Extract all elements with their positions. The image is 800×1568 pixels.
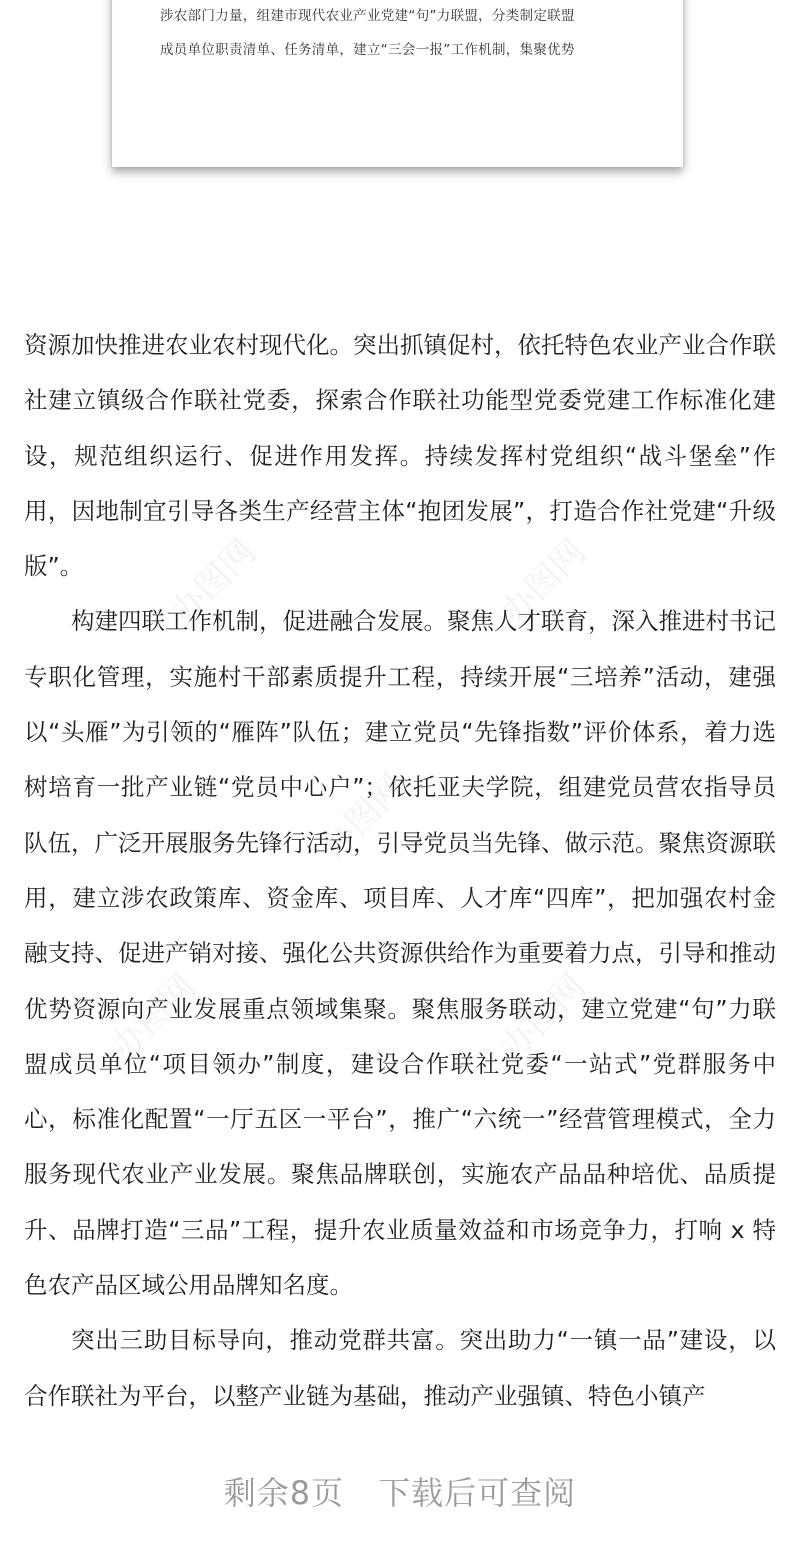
watermark: 办图网 xyxy=(493,966,594,1068)
watermark: 办图网 xyxy=(493,531,594,633)
preview-line-2: 成员单位职责清单、任务清单，建立“三会一报”工作机制，集聚优势 xyxy=(160,42,575,58)
download-to-view-label[interactable]: 下载后可查阅 xyxy=(378,1474,577,1512)
download-prompt[interactable] xyxy=(0,1468,800,1514)
watermark: 办图网 xyxy=(313,766,414,868)
paragraph-continued: 资源加快推进农业农村现代化。突出抓镇促村，依托特色农业产业合作联社建立镇级合作联社党委，探索合作联社功能型党委党建工作标准化建设，规范组织运行、促进作用发挥。持续发挥村党组织“战斗堡垒”作用，因地制宜引导各类生产经营主体“抱团发展”，打造合作社党建“升级版”。 xyxy=(24,331,776,581)
document-body xyxy=(24,318,776,1424)
preview-line-1: 涉农部门力量，组建市现代农业产业党建“句”力联盟，分类制定联盟 xyxy=(160,8,575,24)
remaining-pages-label[interactable]: 剩余8页 xyxy=(223,1474,345,1512)
previous-page-preview xyxy=(112,0,683,167)
paragraph-four-links-mechanism: 构建四联工作机制，促进融合发展。聚焦人才联育，深入推进村书记专职化管理，实施村干部素质提升工程，持续开展“三培养”活动，建强以“头雁”为引领的“雁阵”队伍；建立党员“先锋指数”评价体系，着力选树培育一批产业链“党员中心户”；依托亚夫学院，组建党员营农指导员队伍，广泛开展服务先锋行活动，引导党员当先锋、做示范。聚焦资源联用，建立涉农政策库、资金库、项目库、人才库“四库”，把加强农村金融支持、促进产销对接、强化公共资源供给作为重要着力点，引导和推动优势资源向产业发展重点领域集聚。聚焦服务联动，建立党建“句”力联盟成员单位“项目领办”制度，建设合作联社党委“一站式”党群服务中心，标准化配置“一厅五区一平台”，推广“六统一”经营管理模式，全力服务现代农业产业发展。聚焦品牌联创，实施农产品品种培优、品质提升、品牌打造“三品”工程，提升农业质量效益和市场竞争力，打响 x 特色农产品区域公用品牌知名度。 xyxy=(24,607,776,1300)
paragraph-three-assist-goals: 突出三助目标导向，推动党群共富。突出助力“一镇一品”建设，以合作联社为平台，以整产业链为基础，推动产业强镇、特色小镇产 xyxy=(24,1326,776,1410)
watermark: 办图网 xyxy=(103,966,204,1068)
watermark: 办图网 xyxy=(163,531,264,633)
